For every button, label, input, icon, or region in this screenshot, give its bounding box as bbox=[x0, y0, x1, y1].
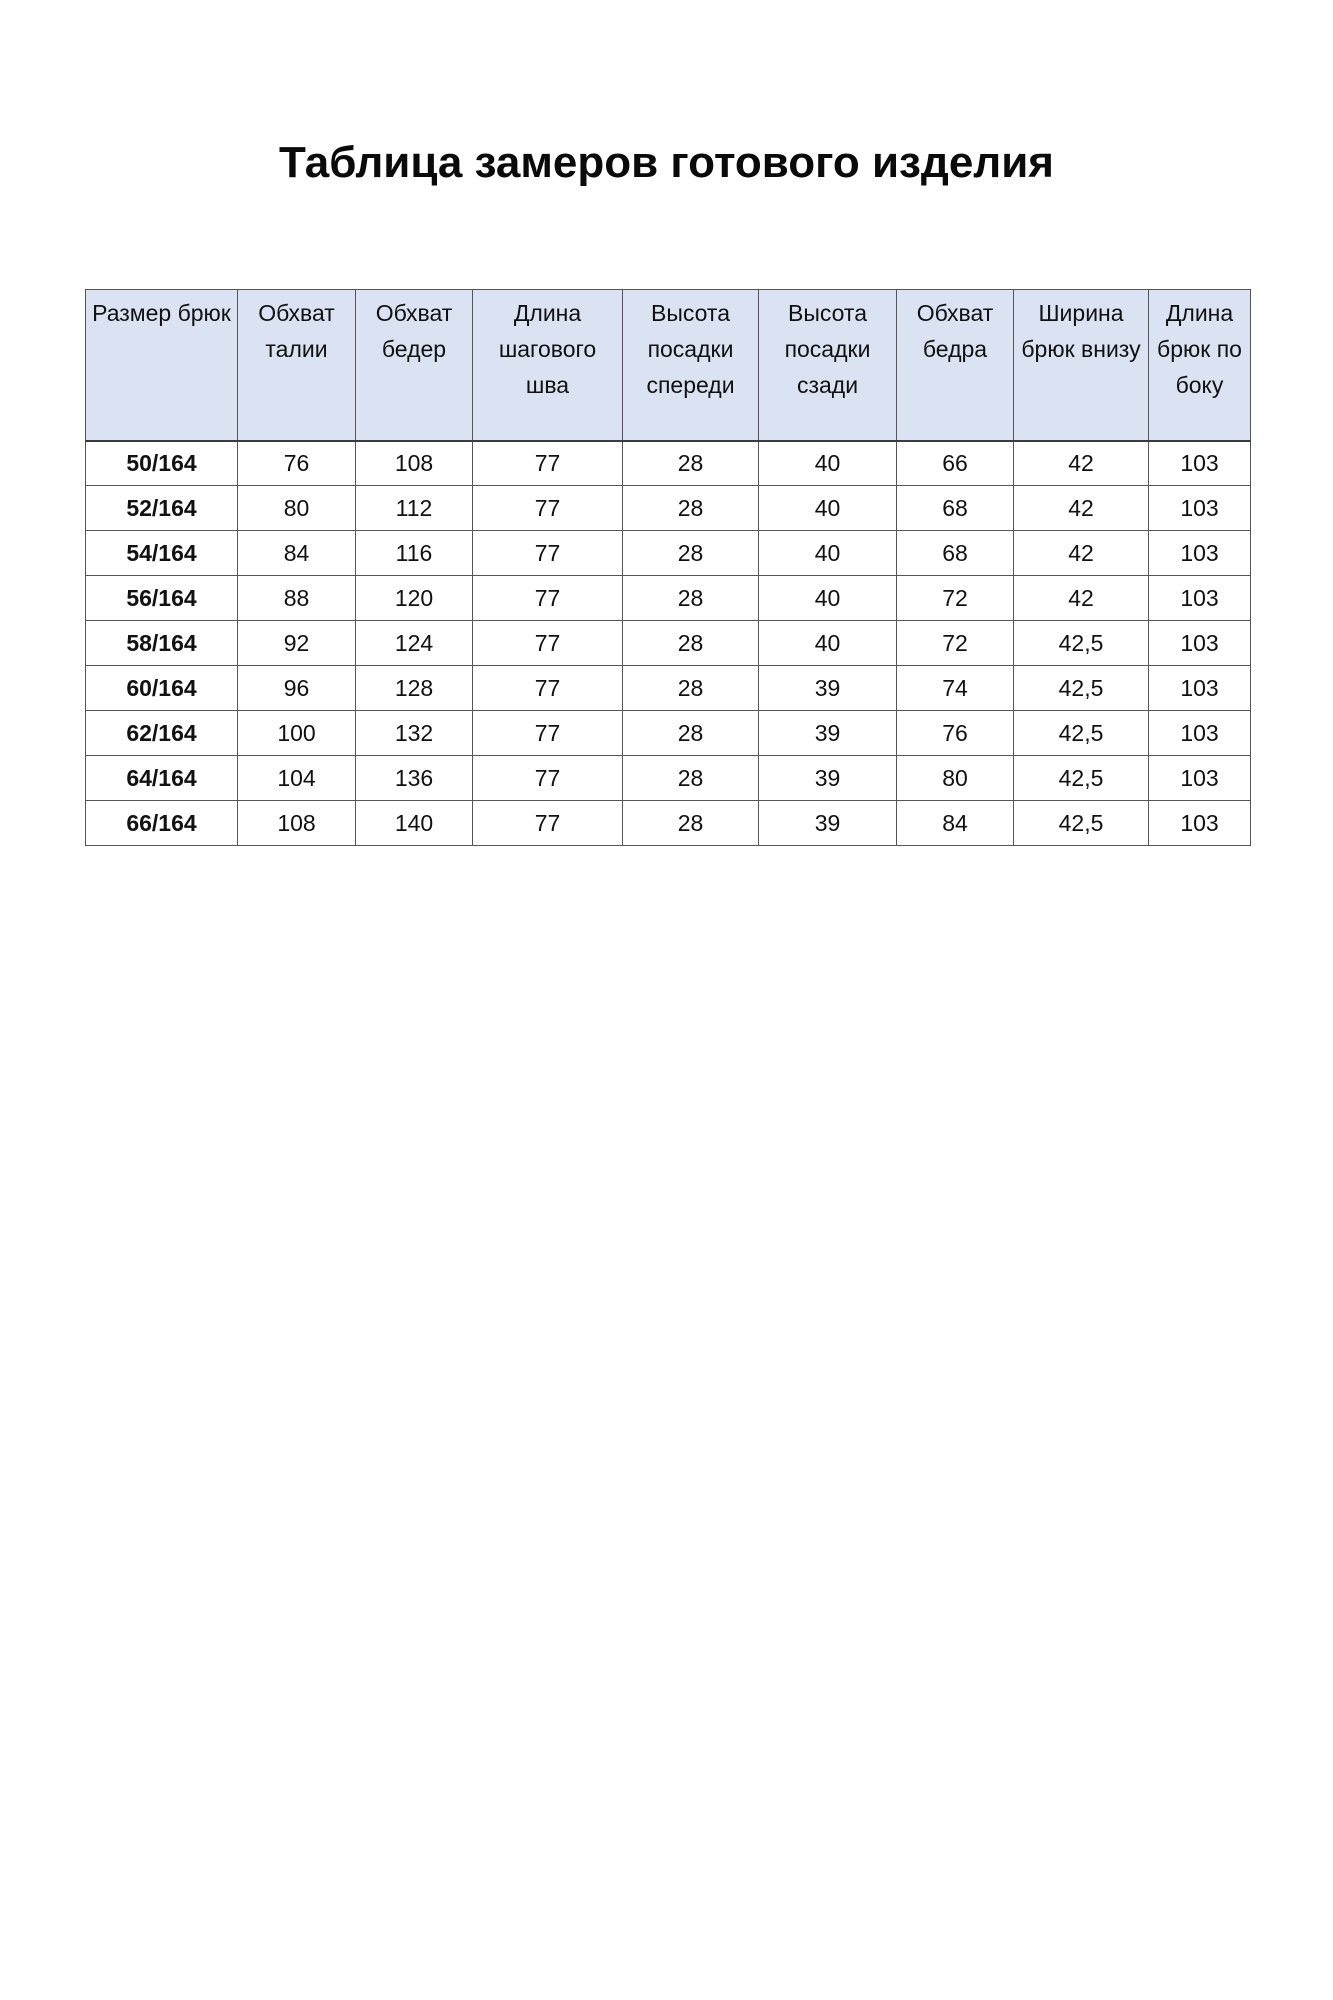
measurement-cell: 28 bbox=[623, 486, 759, 531]
measurement-cell: 42,5 bbox=[1014, 756, 1149, 801]
size-cell: 54/164 bbox=[86, 531, 238, 576]
table-row bbox=[86, 441, 1251, 486]
measurement-cell: 77 bbox=[473, 486, 623, 531]
measurement-cell: 72 bbox=[897, 576, 1014, 621]
measurement-cell: 40 bbox=[759, 576, 897, 621]
measurement-cell: 68 bbox=[897, 531, 1014, 576]
measurement-cell: 40 bbox=[759, 531, 897, 576]
size-cell: 50/164 bbox=[86, 441, 238, 486]
size-cell: 66/164 bbox=[86, 801, 238, 846]
size-cell: 62/164 bbox=[86, 711, 238, 756]
measurement-cell: 140 bbox=[356, 801, 473, 846]
measurement-cell: 77 bbox=[473, 531, 623, 576]
size-cell: 52/164 bbox=[86, 486, 238, 531]
measurement-cell: 103 bbox=[1149, 531, 1251, 576]
table-body bbox=[86, 441, 1251, 846]
measurement-cell: 77 bbox=[473, 621, 623, 666]
measurement-cell: 28 bbox=[623, 531, 759, 576]
table-header bbox=[86, 290, 1251, 441]
measurement-cell: 80 bbox=[897, 756, 1014, 801]
measurement-cell: 103 bbox=[1149, 486, 1251, 531]
measurement-cell: 42,5 bbox=[1014, 711, 1149, 756]
measurement-cell: 40 bbox=[759, 486, 897, 531]
column-header: Высота посадки спереди bbox=[623, 290, 759, 441]
measurement-cell: 120 bbox=[356, 576, 473, 621]
measurement-cell: 112 bbox=[356, 486, 473, 531]
measurement-cell: 136 bbox=[356, 756, 473, 801]
table-row bbox=[86, 486, 1251, 531]
measurement-cell: 42 bbox=[1014, 576, 1149, 621]
table-row bbox=[86, 801, 1251, 846]
measurement-cell: 103 bbox=[1149, 666, 1251, 711]
measurement-cell: 76 bbox=[897, 711, 1014, 756]
measurement-cell: 103 bbox=[1149, 801, 1251, 846]
table-row bbox=[86, 711, 1251, 756]
measurement-cell: 103 bbox=[1149, 441, 1251, 486]
measurement-cell: 39 bbox=[759, 666, 897, 711]
measurement-cell: 84 bbox=[897, 801, 1014, 846]
measurement-cell: 28 bbox=[623, 441, 759, 486]
measurement-cell: 103 bbox=[1149, 711, 1251, 756]
measurement-cell: 28 bbox=[623, 666, 759, 711]
size-cell: 56/164 bbox=[86, 576, 238, 621]
column-header: Обхват бедер bbox=[356, 290, 473, 441]
measurement-cell: 108 bbox=[238, 801, 356, 846]
table-row bbox=[86, 756, 1251, 801]
measurement-cell: 74 bbox=[897, 666, 1014, 711]
measurement-cell: 39 bbox=[759, 711, 897, 756]
measurement-cell: 104 bbox=[238, 756, 356, 801]
measurement-cell: 108 bbox=[356, 441, 473, 486]
page-title: Таблица замеров готового изделия bbox=[279, 138, 1054, 187]
measurement-cell: 96 bbox=[238, 666, 356, 711]
measurement-cell: 40 bbox=[759, 441, 897, 486]
column-header: Ширина брюк внизу bbox=[1014, 290, 1149, 441]
measurement-cell: 42,5 bbox=[1014, 801, 1149, 846]
size-cell: 64/164 bbox=[86, 756, 238, 801]
measurement-cell: 72 bbox=[897, 621, 1014, 666]
measurement-cell: 40 bbox=[759, 621, 897, 666]
measurement-cell: 116 bbox=[356, 531, 473, 576]
measurement-cell: 103 bbox=[1149, 756, 1251, 801]
measurements-table bbox=[85, 289, 1251, 846]
measurement-cell: 42 bbox=[1014, 531, 1149, 576]
column-header: Размер брюк bbox=[86, 290, 238, 441]
measurement-cell: 68 bbox=[897, 486, 1014, 531]
measurement-cell: 28 bbox=[623, 711, 759, 756]
size-cell: 58/164 bbox=[86, 621, 238, 666]
measurement-cell: 39 bbox=[759, 801, 897, 846]
measurement-cell: 28 bbox=[623, 801, 759, 846]
column-header: Обхват талии bbox=[238, 290, 356, 441]
measurement-cell: 77 bbox=[473, 441, 623, 486]
measurement-cell: 88 bbox=[238, 576, 356, 621]
measurement-cell: 76 bbox=[238, 441, 356, 486]
measurement-cell: 77 bbox=[473, 711, 623, 756]
measurement-cell: 28 bbox=[623, 576, 759, 621]
measurement-cell: 66 bbox=[897, 441, 1014, 486]
measurement-cell: 42 bbox=[1014, 441, 1149, 486]
measurement-cell: 103 bbox=[1149, 576, 1251, 621]
measurement-cell: 77 bbox=[473, 666, 623, 711]
table-row bbox=[86, 576, 1251, 621]
column-header: Высота посадки сзади bbox=[759, 290, 897, 441]
measurement-cell: 92 bbox=[238, 621, 356, 666]
measurement-cell: 128 bbox=[356, 666, 473, 711]
measurement-cell: 100 bbox=[238, 711, 356, 756]
table-row bbox=[86, 531, 1251, 576]
column-header: Обхват бедра bbox=[897, 290, 1014, 441]
measurement-cell: 77 bbox=[473, 576, 623, 621]
measurement-cell: 39 bbox=[759, 756, 897, 801]
header-row bbox=[86, 290, 1251, 441]
measurement-cell: 28 bbox=[623, 621, 759, 666]
size-cell: 60/164 bbox=[86, 666, 238, 711]
measurement-cell: 80 bbox=[238, 486, 356, 531]
measurement-cell: 42,5 bbox=[1014, 666, 1149, 711]
measurement-cell: 103 bbox=[1149, 621, 1251, 666]
measurement-cell: 42 bbox=[1014, 486, 1149, 531]
table-row bbox=[86, 621, 1251, 666]
column-header: Длина шагового шва bbox=[473, 290, 623, 441]
measurement-cell: 84 bbox=[238, 531, 356, 576]
measurement-cell: 28 bbox=[623, 756, 759, 801]
measurement-cell: 132 bbox=[356, 711, 473, 756]
measurement-cell: 124 bbox=[356, 621, 473, 666]
measurement-cell: 42,5 bbox=[1014, 621, 1149, 666]
measurement-cell: 77 bbox=[473, 756, 623, 801]
table-row bbox=[86, 666, 1251, 711]
column-header: Длина брюк по боку bbox=[1149, 290, 1251, 441]
measurement-cell: 77 bbox=[473, 801, 623, 846]
